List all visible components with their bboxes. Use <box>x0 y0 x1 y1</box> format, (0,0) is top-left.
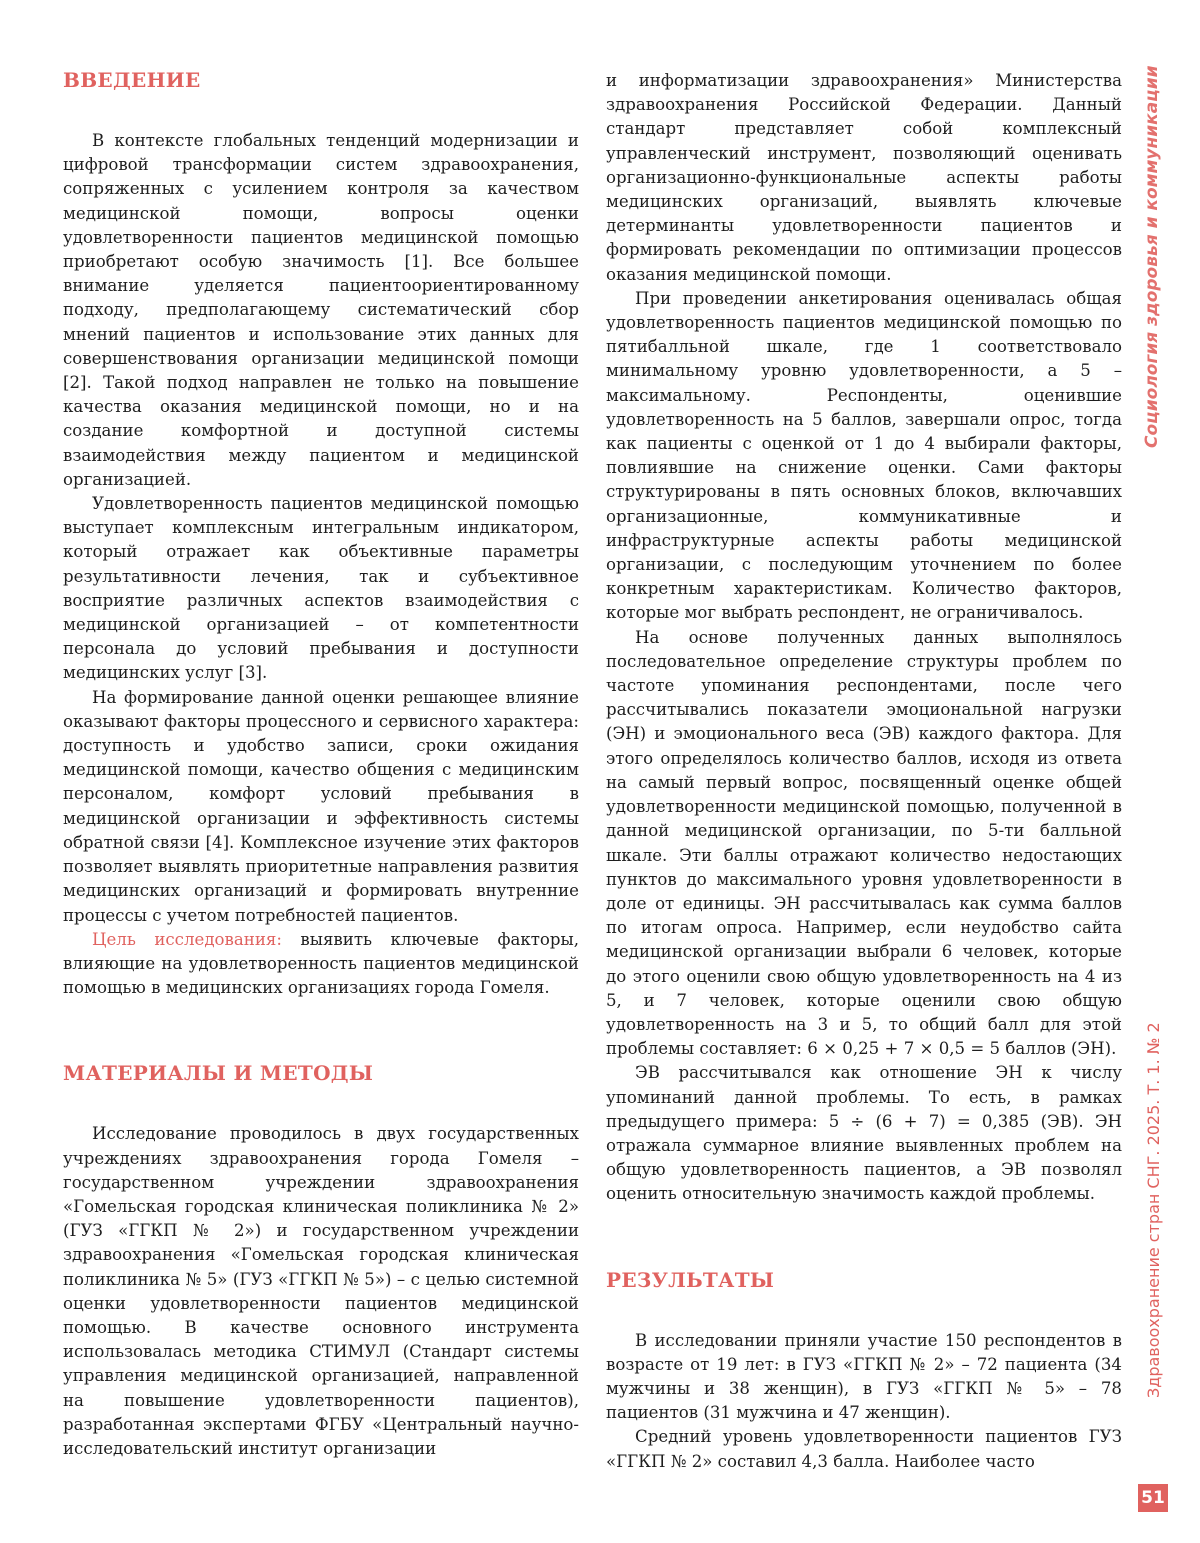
section-heading-intro: ВВЕДЕНИЕ <box>63 68 201 92</box>
methods-paragraph-3: На основе полученных данных выполнялось последовательное определение структуры проблем по частоте упоминания респондентами, после чего рассчитывались показатели эмоциональной нагрузки (ЭН) и эмоционального веса (ЭВ) каждого фактора. Для этого определялось количество баллов, исходя из ответа на самый первый вопрос, посвященный оценке общей удовлетворенности медицинской помощью, полученной в данной медицинской организации, по 5-ти балльной шкале. Эти баллы отражают количество недостающих пунктов до максимального уровня удовлетворенности в доле от единицы. ЭН рассчитывалась как сумма баллов по итогам опроса. Например, если неудобство сайта медицинской организации выбрали 6 человек, которые до этого оценили свою общую удовлетворенность на 4 из 5, и 7 человек, которые оценили свою общую удовлетворенность на 3 и 5, то общий балл для этой проблемы составляет: 6 × 0,25 + 7 × 0,5 = 5 баллов (ЭН). <box>606 627 1122 1059</box>
intro-paragraph-3: На формирование данной оценки решающее влияние оказывают факторы процессного и сервисного характера: доступность и удобство записи, сроки ожидания медицинской помощи, качество общения с медицинским персоналом, комфорт условий пребывания в медицинской организации и эффективность системы обратной связи [4]. Комплексное изучение этих факторов позволяет выявлять приоритетные направления развития медицинских организаций и формировать внутренние процессы с учетом потребностей пациентов. <box>63 687 579 925</box>
methods-paragraph-4: ЭВ рассчитывался как отношение ЭН к числу упоминаний данной проблемы. То есть, в рамках предыдущего примера: 5 ÷ (6 + 7) = 0,385 (ЭВ). ЭН отражала суммарное влияние выявленных проблем на общую удовлетворенность пациентов, а ЭВ позволял оценить относительную значимость каждой проблемы. <box>606 1063 1122 1204</box>
results-paragraph-2: Средний уровень удовлетворенности пациентов ГУЗ «ГГКП № 2» составил 4,3 балла. Наиболее часто <box>606 1427 1122 1471</box>
results-paragraph-1: В исследовании приняли участие 150 респондентов в возрасте от 19 лет: в ГУЗ «ГГКП № 2» – 72 пациента (34 мужчины и 38 женщин), в ГУЗ «ГГКП № 5» – 78 пациентов (31 мужчина и 47 женщин). <box>606 1330 1122 1423</box>
methods-paragraph-1: Исследование проводилось в двух государственных учреждениях здравоохранения города Гомеля – государственном учреждении здравоохранения «Гомельская городская клиническая поликлиника № 2» (ГУЗ «ГГКП № 2») и государственном учреждении здравоохранения «Гомельская городская клиническая поликлиника № 5» (ГУЗ «ГГКП № 5») – с целью системной оценки удовлетворенности пациентов медицинской помощью. В качестве основного инструмента использовалась методика СТИМУЛ (Стандарт системы управления медицинской организацией, направленной на повышение удовлетворенности пациентов), разработанная экспертами ФГБУ «Центральный научно-исследовательский институт организации <box>63 1124 579 1458</box>
goal-label: Цель исследования: <box>92 929 282 949</box>
intro-paragraph-2: Удовлетворенность пациентов медицинской помощью выступает комплексным интегральным индикатором, который отражает как объективные параметры результативности лечения, так и субъективное восприятие различных аспектов взаимодействия с медицинской организацией – от компетентности персонала до условий пребывания и доступности медицинских услуг [3]. <box>63 494 579 683</box>
research-goal-paragraph <box>63 928 579 1001</box>
section-heading-methods: МАТЕРИАЛЫ И МЕТОДЫ <box>63 1061 374 1086</box>
journal-footer-vertical: Здравоохранение стран СНГ. 2025. Т. 1. № 2 <box>1144 1022 1163 1398</box>
right-column <box>606 69 1122 1474</box>
methods-paragraph-1-continued: и информатизации здравоохранения» Министерства здравоохранения Российской Федерации. Данный стандарт представляет собой комплексный управленческий инструмент, позволяющий оценивать организационно-функциональные аспекты работы медицинских организаций, выявлять ключевые детерминанты удовлетворенности пациентов и формировать рекомендации по оптимизации процессов оказания медицинской помощи. <box>606 71 1122 284</box>
intro-paragraph-1: В контексте глобальных тенденций модернизации и цифровой трансформации систем здравоохранения, сопряженных с усилением контроля за качеством медицинской помощи, вопросы оценки удовлетворенности пациентов медицинской помощью приобретают особую значимость [1]. Все большее внимание уделяется пациентоориентированному подходу, предполагающему систематический сбор мнений пациентов и использование этих данных для совершенствования организации медицинской помощи [2]. Такой подход направлен не только на повышение качества оказания медицинской помощи, но и на создание комфортной и доступной системы взаимодействия между пациентом и медицинской организацией. <box>63 131 579 489</box>
page-number: 51 <box>1138 1484 1168 1512</box>
running-header-vertical: Социология здоровья и коммуникации <box>1142 65 1162 448</box>
goal-text: выявить ключевые факторы, влияющие на удовлетворенность пациентов медицинской помощью в медицинских организациях города Гомеля. <box>63 929 579 998</box>
section-heading-results: РЕЗУЛЬТАТЫ <box>606 1267 775 1292</box>
left-column <box>63 68 579 1460</box>
methods-paragraph-2: При проведении анкетирования оценивалась общая удовлетворенность пациентов медицинской помощью по пятибалльной шкале, где 1 соответствовало минимальному уровню удовлетворенности, а 5 – максимальному. Респонденты, оценившие удовлетворенность на 5 баллов, завершали опрос, тогда как пациенты с оценкой от 1 до 4 выбирали факторы, повлиявшие на снижение оценки. Сами факторы структурированы в пять основных блоков, включавших организационные, коммуникативные и инфраструктурные аспекты работы медицинской организации, с последующим уточнением по более конкретным характеристикам. Количество факторов, которые мог выбрать респондент, не ограничивалось. <box>606 288 1122 623</box>
